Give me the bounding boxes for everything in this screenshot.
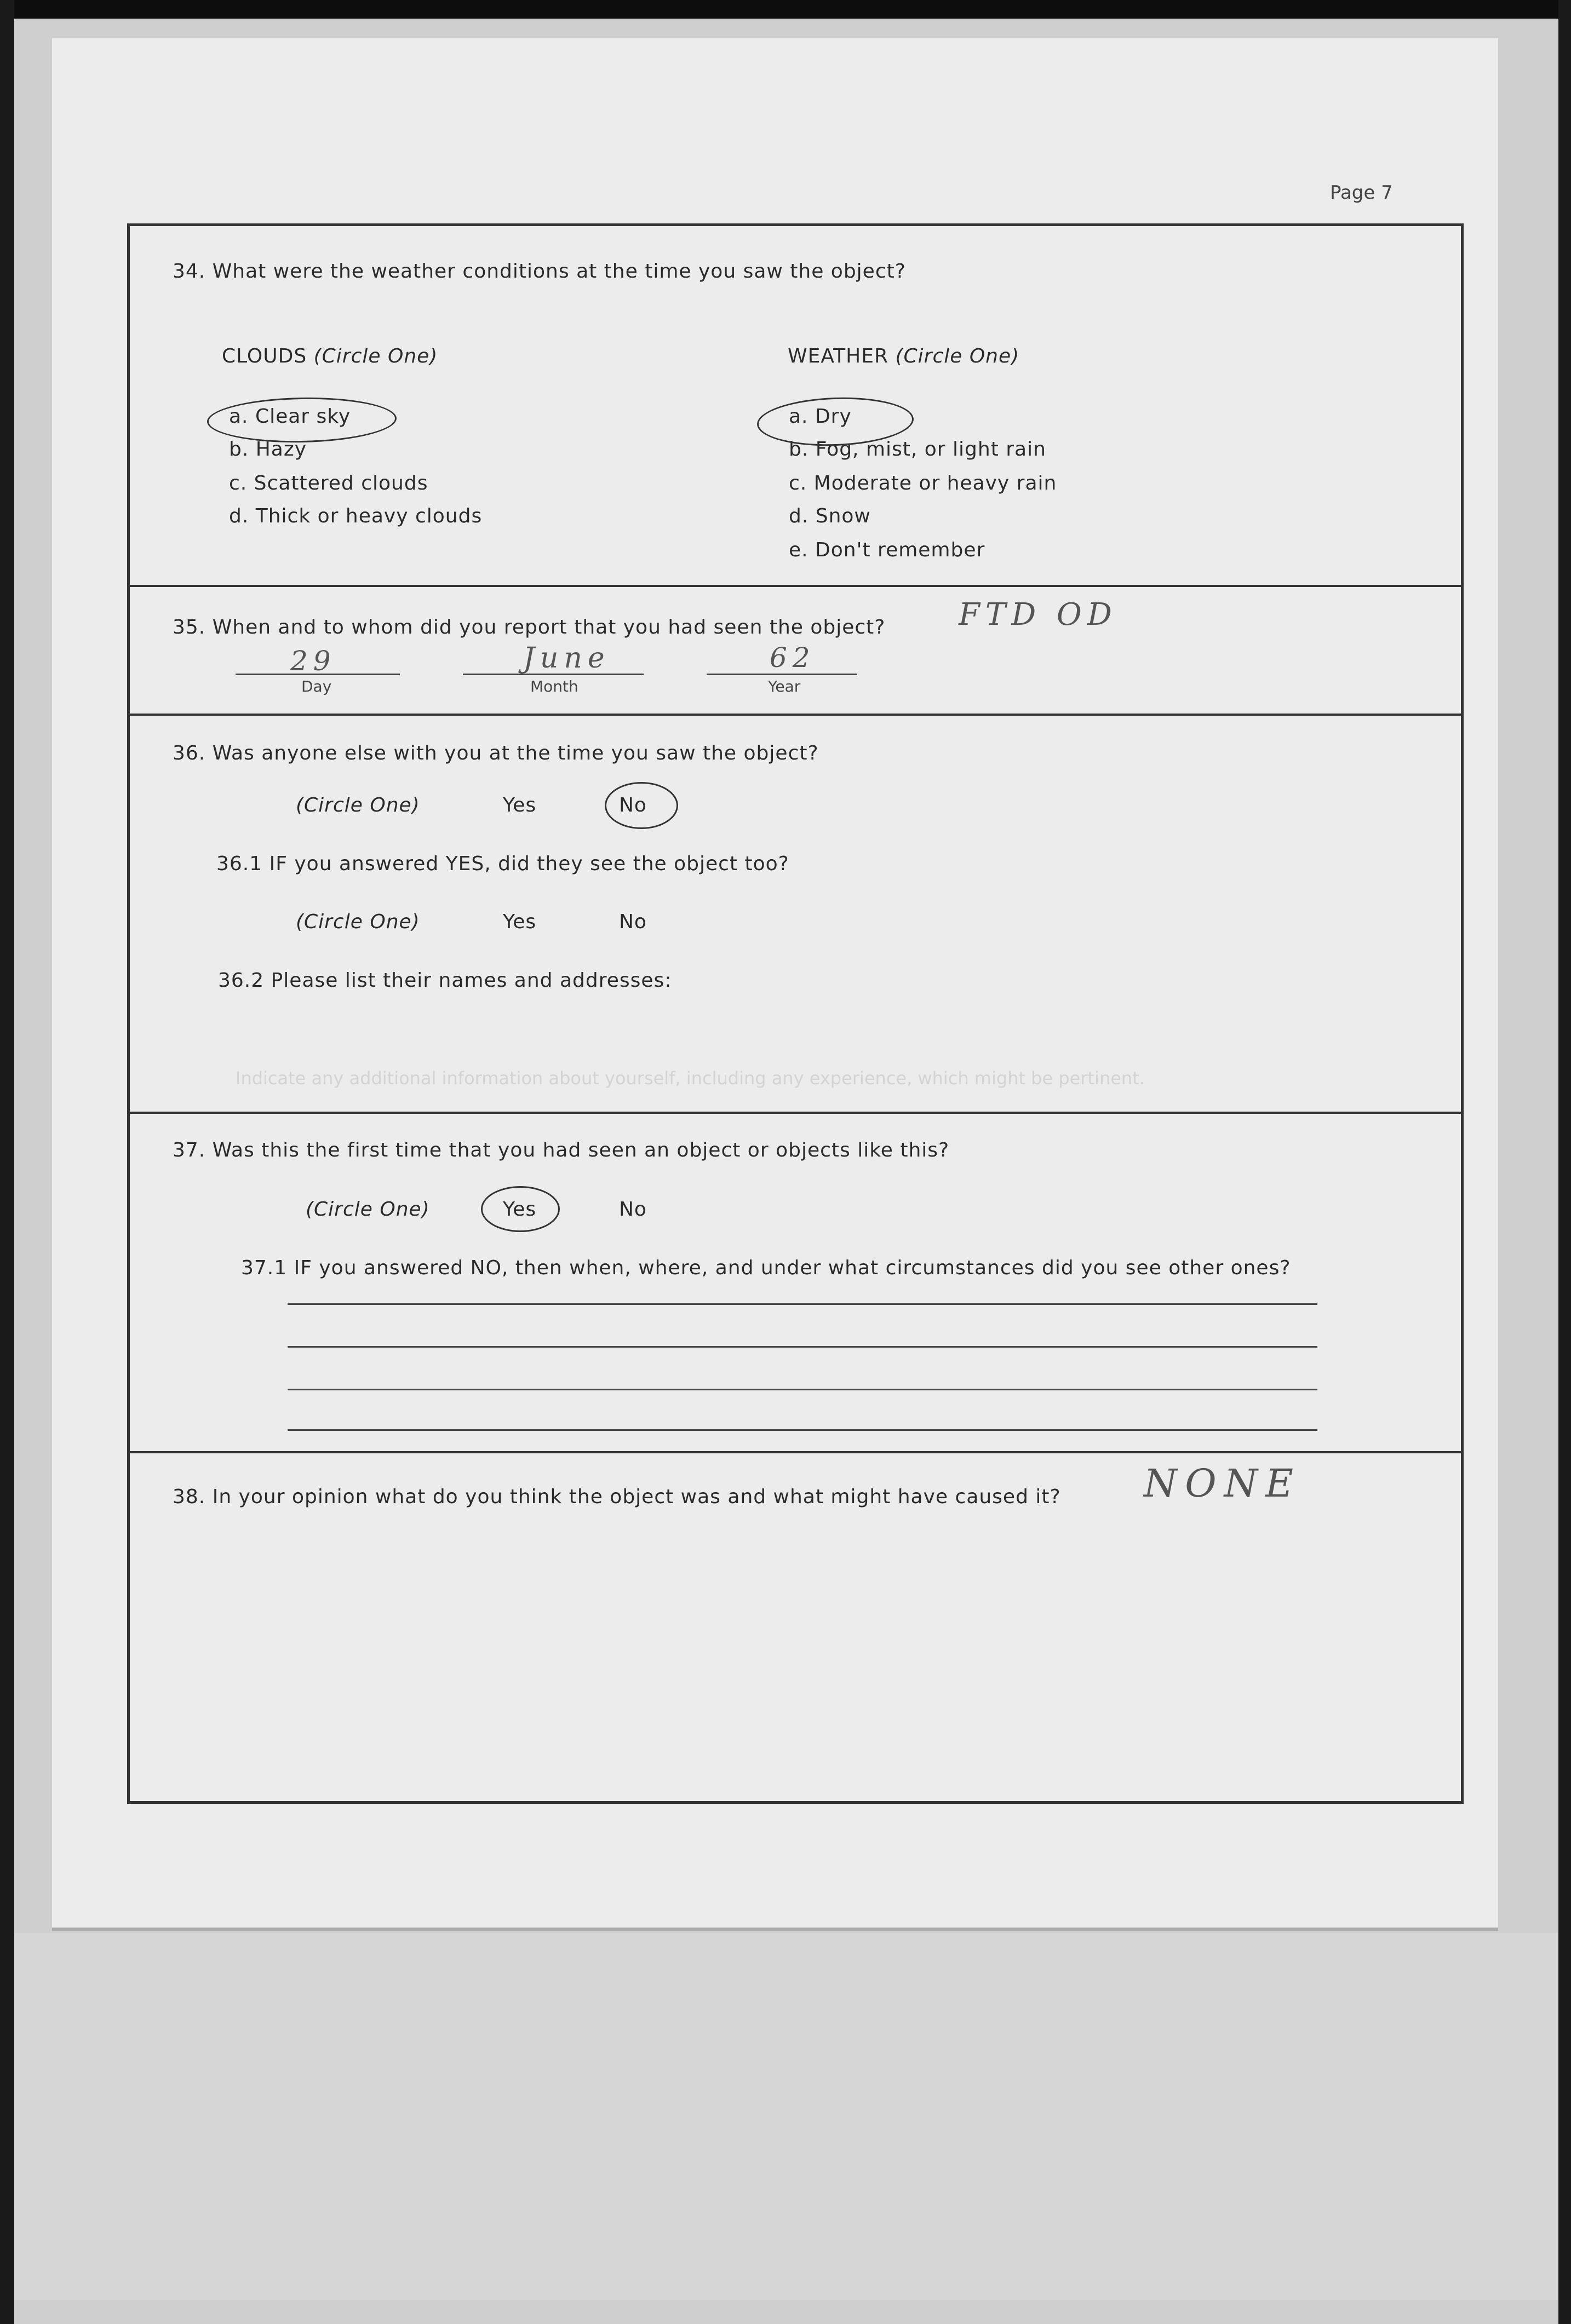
handwritten-month: June: [523, 642, 610, 675]
question-34: 34. What were the weather conditions at the time you saw the object?: [173, 260, 906, 283]
bleed-through-text: Indicate any additional information about yourself, including any experience, which might be pertinent.: [236, 1068, 1145, 1089]
question-35: 35. When and to whom did you report that you had seen the object?: [173, 616, 886, 638]
question-37-1: 37.1 IF you answered NO, then when, where, and under what circumstances did you see other ones?: [241, 1257, 1291, 1279]
question-36-1: 36.1 IF you answered YES, did they see the object too?: [216, 853, 789, 875]
section-divider: [127, 585, 1464, 587]
circle-one-instruction: (Circle One): [296, 794, 420, 816]
question-36: 36. Was anyone else with you at the time you saw the object?: [173, 742, 819, 764]
month-line: [463, 674, 644, 675]
section-divider: [127, 714, 1464, 716]
section-divider: [127, 1451, 1464, 1453]
clouds-header: CLOUDS (Circle One): [222, 345, 438, 367]
handwritten-report-to: FTD OD: [959, 597, 1117, 632]
clouds-option-scattered[interactable]: c. Scattered clouds: [229, 472, 428, 494]
question-37: 37. Was this the first time that you had seen an object or objects like this?: [173, 1139, 950, 1161]
handwritten-answer: NONE: [1144, 1461, 1301, 1506]
answer-line[interactable]: [288, 1303, 1317, 1305]
answer-line[interactable]: [288, 1346, 1317, 1348]
question-36-2: 36.2 Please list their names and addresses:: [218, 969, 672, 992]
weather-option-dry[interactable]: a. Dry: [789, 405, 852, 428]
q37-yes-option[interactable]: Yes: [503, 1198, 537, 1221]
answer-circle: [605, 782, 678, 829]
circle-one-instruction: (Circle One): [296, 911, 420, 933]
weather-option-snow[interactable]: d. Snow: [789, 505, 871, 527]
answer-line[interactable]: [288, 1429, 1317, 1431]
year-label: Year: [768, 677, 801, 695]
question-38: 38. In your opinion what do you think the object was and what might have caused it?: [173, 1486, 1061, 1508]
q36-yes-option[interactable]: Yes: [503, 794, 537, 816]
day-label: Day: [301, 677, 332, 695]
handwritten-year: 62: [770, 642, 816, 674]
handwritten-day: 29: [290, 645, 336, 677]
weather-option-heavy-rain[interactable]: c. Moderate or heavy rain: [789, 472, 1057, 494]
answer-line[interactable]: [288, 1389, 1317, 1390]
day-line: [236, 674, 400, 675]
section-divider: [127, 1112, 1464, 1114]
scan-background: [14, 1933, 1558, 2300]
scan-border-top: [0, 0, 1571, 19]
page-number: Page 7: [1330, 182, 1393, 204]
scan-border-right: [1558, 0, 1571, 2324]
clouds-option-clear-sky[interactable]: a. Clear sky: [229, 405, 351, 428]
clouds-option-hazy[interactable]: b. Hazy: [229, 438, 307, 461]
answer-circle: [481, 1186, 560, 1232]
q36-no-option[interactable]: No: [619, 794, 647, 816]
weather-header: WEATHER (Circle One): [788, 345, 1020, 367]
q36-1-no-option[interactable]: No: [619, 911, 647, 933]
q37-no-option[interactable]: No: [619, 1198, 647, 1221]
weather-option-fog[interactable]: b. Fog, mist, or light rain: [789, 438, 1046, 461]
clouds-option-thick[interactable]: d. Thick or heavy clouds: [229, 505, 483, 527]
scan-border-left: [0, 0, 14, 2324]
year-line: [707, 674, 857, 675]
q36-1-yes-option[interactable]: Yes: [503, 911, 537, 933]
circle-one-instruction: (Circle One): [306, 1198, 430, 1221]
month-label: Month: [530, 677, 578, 695]
weather-option-dont-remember[interactable]: e. Don't remember: [789, 539, 985, 561]
